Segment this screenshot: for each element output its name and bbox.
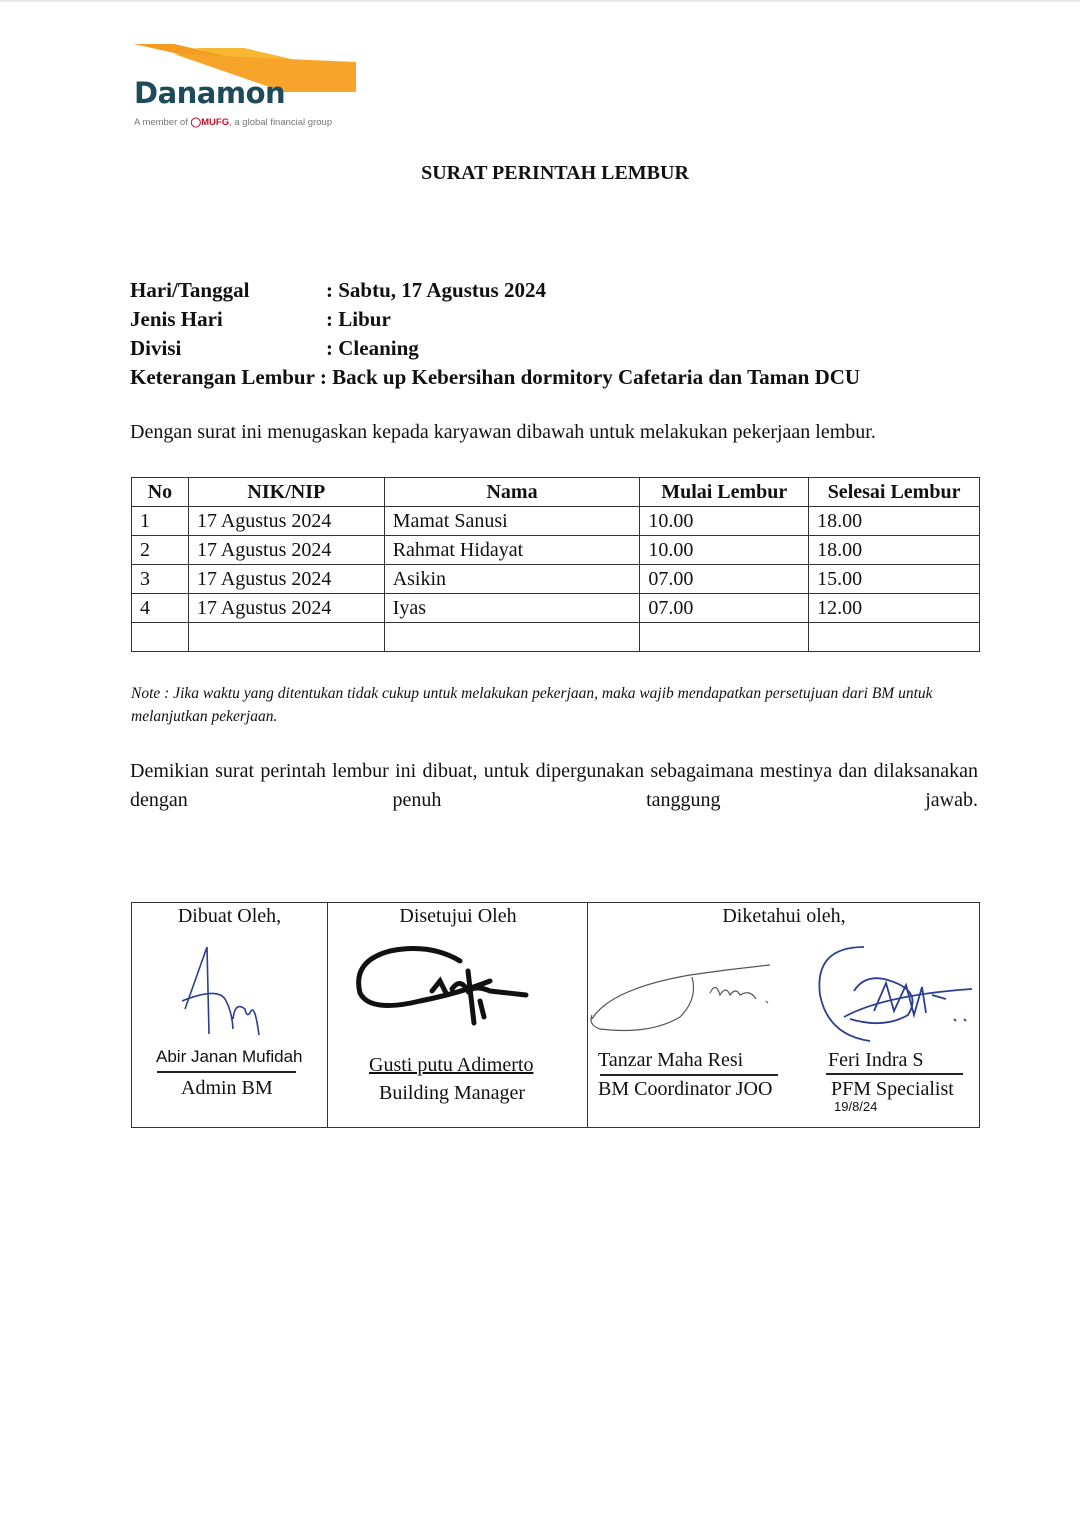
table-cell: 07.00: [640, 594, 809, 623]
table-cell: [809, 623, 980, 652]
logo-tag-prefix: A member of: [134, 117, 188, 128]
column-header: Mulai Lembur: [640, 478, 809, 507]
signature-mark: [814, 945, 972, 1045]
table-cell: 18.00: [809, 507, 980, 536]
table-cell: 18.00: [809, 536, 980, 565]
logo-tagline: [134, 117, 332, 128]
closing-paragraph: Demikian surat perintah lembur ini dibuat, untuk dipergunakan sebagaimana mestinya dan dilaksanakan dengan penuh tanggung jawab.: [130, 760, 978, 811]
table-cell: 12.00: [809, 594, 980, 623]
signatory-role: Admin BM: [181, 1077, 273, 1099]
info-label: Keterangan Lembur: [130, 365, 315, 389]
table-row-empty: [132, 623, 980, 652]
danamon-logo: [134, 44, 356, 134]
table-cell: 15.00: [809, 565, 980, 594]
info-row-description: [130, 363, 860, 392]
handwritten-date: 19/8/24: [834, 1099, 878, 1114]
signature-heading: Disetujui Oleh: [399, 905, 517, 927]
table-cell: 2: [132, 536, 189, 565]
table-cell: 17 Agustus 2024: [188, 536, 384, 565]
column-header: Selesai Lembur: [809, 478, 980, 507]
table-cell: [384, 623, 640, 652]
signature-column-made-by: [132, 903, 327, 1127]
table-cell: Rahmat Hidayat: [384, 536, 640, 565]
table-cell: 1: [132, 507, 189, 536]
table-cell: 10.00: [640, 507, 809, 536]
info-label: Hari/Tanggal: [130, 278, 250, 302]
signature-mark: [580, 959, 780, 1039]
table-header-row: [132, 478, 980, 507]
signature-column-approved-by: [327, 903, 588, 1127]
name-underline: [600, 1074, 778, 1076]
table-cell: 17 Agustus 2024: [188, 594, 384, 623]
logo-tag-suffix: , a global financial group: [229, 117, 333, 128]
info-row-day-type: [130, 305, 860, 334]
document-title: SURAT PERINTAH LEMBUR: [421, 162, 689, 184]
table-cell: 17 Agustus 2024: [188, 565, 384, 594]
info-label: Jenis Hari: [130, 307, 223, 331]
signatory-role: PFM Specialist: [831, 1078, 954, 1100]
overtime-table: [131, 477, 980, 652]
info-value: : Libur: [326, 307, 391, 331]
signatory-name: Gusti putu Adimerto: [369, 1054, 534, 1076]
logo-brand-text: Danamon: [134, 76, 286, 110]
table-cell: Mamat Sanusi: [384, 507, 640, 536]
table-cell: 4: [132, 594, 189, 623]
table-cell: Iyas: [384, 594, 640, 623]
table-row: [132, 536, 980, 565]
intro-text: Dengan surat ini menugaskan kepada karyawan dibawah untuk melakukan pekerjaan lembur.: [130, 421, 876, 443]
signature-column-acknowledged: [587, 903, 980, 1127]
info-value: : Sabtu, 17 Agustus 2024: [326, 278, 546, 302]
info-value: : Cleaning: [326, 336, 419, 360]
page-top-edge: [0, 0, 1080, 2]
table-cell: [188, 623, 384, 652]
signature-heading: Dibuat Oleh,: [177, 905, 282, 927]
table-cell: 3: [132, 565, 189, 594]
table-cell: Asikin: [384, 565, 640, 594]
table-cell: 10.00: [640, 536, 809, 565]
name-underline: [157, 1071, 296, 1073]
name-underline: [826, 1073, 963, 1075]
table-cell: 07.00: [640, 565, 809, 594]
column-header: NIK/NIP: [188, 478, 384, 507]
table-cell: [132, 623, 189, 652]
signatory-role: BM Coordinator JOO: [598, 1078, 773, 1100]
signatory-name: Feri Indra S: [828, 1049, 924, 1071]
signatory-name: Tanzar Maha Resi: [598, 1049, 744, 1071]
table-cell: [640, 623, 809, 652]
table-row: [132, 565, 980, 594]
signature-mark: [340, 941, 530, 1031]
signature-box: [131, 902, 980, 1128]
mufg-mark: ◯MUFG: [190, 117, 230, 128]
note-text: Note : Jika waktu yang ditentukan tidak cukup untuk melakukan pekerjaan, maka wajib mendapatkan persetujuan dari BM untuk melanjutkan pekerjaan.: [131, 685, 933, 725]
table-cell: 17 Agustus 2024: [188, 507, 384, 536]
info-row-division: [130, 334, 860, 363]
signature-mark: [177, 939, 267, 1039]
info-row-date: [130, 276, 860, 305]
signatory-name: Abir Janan Mufidah: [156, 1047, 303, 1066]
column-header: Nama: [384, 478, 640, 507]
logo-tag-mufg: MUFG: [201, 117, 230, 128]
info-block: [130, 276, 860, 392]
info-value: : Back up Kebersihan dormitory Cafetaria dan Taman DCU: [319, 365, 861, 389]
signatory-role: Building Manager: [379, 1082, 526, 1104]
signature-heading: Diketahui oleh,: [722, 905, 846, 927]
table-row: [132, 594, 980, 623]
info-label: Divisi: [130, 336, 182, 360]
column-header: No: [132, 478, 189, 507]
table-row: [132, 507, 980, 536]
